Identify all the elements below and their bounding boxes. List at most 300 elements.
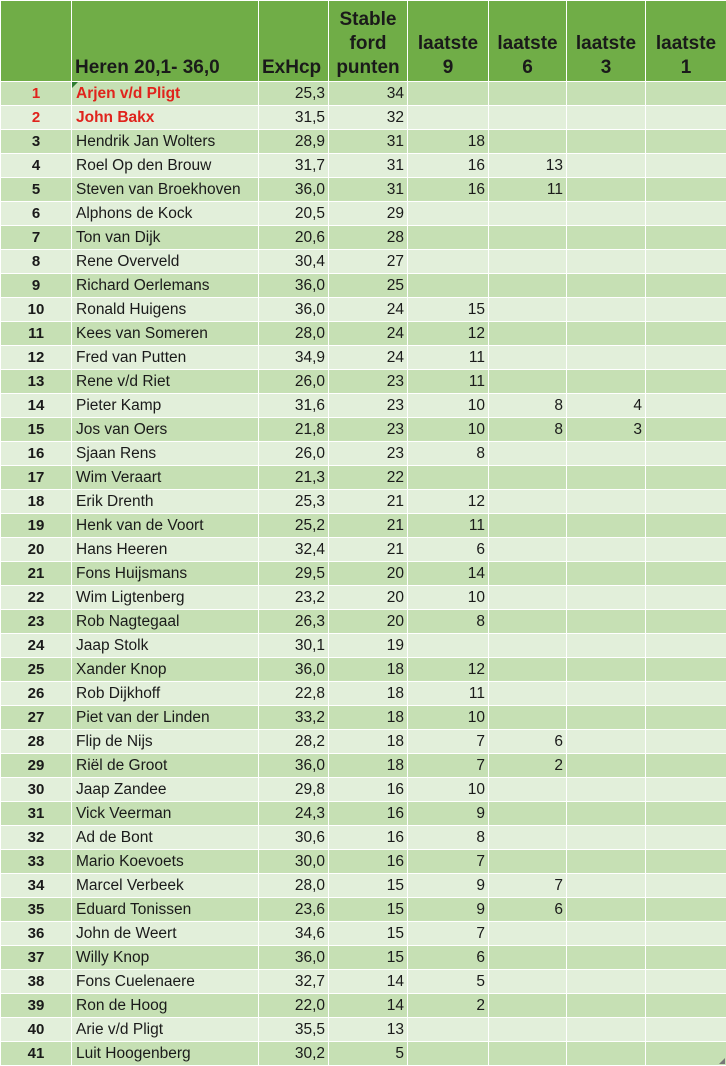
cell-last-9: 18 — [408, 130, 489, 154]
cell-last-9: 2 — [408, 994, 489, 1018]
cell-exhcp: 36,0 — [259, 658, 329, 682]
cell-exhcp: 22,0 — [259, 994, 329, 1018]
cell-last-3 — [567, 202, 646, 226]
cell-rank: 30 — [1, 778, 72, 802]
cell-last-9: 6 — [408, 946, 489, 970]
cell-last-6 — [489, 562, 567, 586]
cell-stableford-points: 31 — [329, 178, 408, 202]
cell-player-name: Alphons de Kock — [72, 202, 259, 226]
cell-last-9 — [408, 1042, 489, 1066]
cell-last-1 — [646, 634, 726, 658]
cell-exhcp: 26,3 — [259, 610, 329, 634]
table-row — [1, 274, 726, 298]
cell-last-6 — [489, 850, 567, 874]
cell-last-9: 12 — [408, 322, 489, 346]
cell-stableford-points: 25 — [329, 274, 408, 298]
cell-last-1 — [646, 754, 726, 778]
cell-last-3 — [567, 106, 646, 130]
cell-stableford-points: 16 — [329, 778, 408, 802]
cell-last-1 — [646, 1042, 726, 1066]
cell-last-9: 12 — [408, 658, 489, 682]
cell-player-name: Steven van Broekhoven — [72, 178, 259, 202]
cell-last-3 — [567, 922, 646, 946]
cell-last-3: 3 — [567, 418, 646, 442]
cell-last-6 — [489, 298, 567, 322]
cell-exhcp: 25,3 — [259, 490, 329, 514]
cell-last-9 — [408, 250, 489, 274]
cell-exhcp: 34,9 — [259, 346, 329, 370]
table-row — [1, 922, 726, 946]
cell-last-1 — [646, 658, 726, 682]
cell-last-1 — [646, 370, 726, 394]
cell-last-1 — [646, 874, 726, 898]
cell-last-3 — [567, 226, 646, 250]
cell-rank: 15 — [1, 418, 72, 442]
cell-last-9: 12 — [408, 490, 489, 514]
cell-rank: 5 — [1, 178, 72, 202]
cell-player-name: Hendrik Jan Wolters — [72, 130, 259, 154]
cell-last-9: 10 — [408, 394, 489, 418]
col-header-last-6 — [489, 1, 567, 82]
cell-player-name: Vick Veerman — [72, 802, 259, 826]
cell-rank: 21 — [1, 562, 72, 586]
cell-exhcp: 36,0 — [259, 274, 329, 298]
table-row — [1, 322, 726, 346]
cell-last-9: 15 — [408, 298, 489, 322]
cell-exhcp: 28,0 — [259, 874, 329, 898]
cell-player-name: Ad de Bont — [72, 826, 259, 850]
cell-stableford-points: 15 — [329, 946, 408, 970]
table-row — [1, 754, 726, 778]
cell-rank: 8 — [1, 250, 72, 274]
cell-last-3 — [567, 154, 646, 178]
cell-last-3 — [567, 874, 646, 898]
cell-last-9 — [408, 274, 489, 298]
table-row — [1, 442, 726, 466]
cell-rank: 7 — [1, 226, 72, 250]
table-row — [1, 658, 726, 682]
cell-stableford-points: 5 — [329, 1042, 408, 1066]
cell-last-1 — [646, 178, 726, 202]
cell-rank: 24 — [1, 634, 72, 658]
cell-last-6: 13 — [489, 154, 567, 178]
cell-last-9: 10 — [408, 586, 489, 610]
cell-last-9: 8 — [408, 826, 489, 850]
cell-last-6 — [489, 202, 567, 226]
cell-exhcp: 31,5 — [259, 106, 329, 130]
cell-rank: 13 — [1, 370, 72, 394]
header-row — [1, 1, 726, 82]
cell-player-name: Ron de Hoog — [72, 994, 259, 1018]
cell-last-9: 9 — [408, 898, 489, 922]
cell-last-6: 2 — [489, 754, 567, 778]
cell-last-1 — [646, 922, 726, 946]
cell-player-name: Piet van der Linden — [72, 706, 259, 730]
cell-last-1 — [646, 202, 726, 226]
cell-stableford-points: 23 — [329, 442, 408, 466]
table-row — [1, 970, 726, 994]
cell-last-1 — [646, 586, 726, 610]
cell-player-name: Arjen v/d Pligt — [72, 82, 259, 106]
cell-stableford-points: 18 — [329, 682, 408, 706]
cell-stableford-points: 20 — [329, 562, 408, 586]
cell-last-6 — [489, 658, 567, 682]
cell-rank: 33 — [1, 850, 72, 874]
cell-last-6 — [489, 250, 567, 274]
table-row — [1, 802, 726, 826]
cell-last-9: 11 — [408, 346, 489, 370]
cell-stableford-points: 16 — [329, 826, 408, 850]
cell-last-3 — [567, 1042, 646, 1066]
table-row — [1, 82, 726, 106]
table-row — [1, 1018, 726, 1042]
cell-stableford-points: 29 — [329, 202, 408, 226]
cell-last-9: 7 — [408, 754, 489, 778]
cell-last-3 — [567, 658, 646, 682]
cell-rank: 9 — [1, 274, 72, 298]
cell-last-6 — [489, 538, 567, 562]
cell-last-1 — [646, 322, 726, 346]
cell-stableford-points: 23 — [329, 418, 408, 442]
cell-last-3 — [567, 346, 646, 370]
cell-last-1 — [646, 1018, 726, 1042]
cell-rank: 27 — [1, 706, 72, 730]
cell-exhcp: 33,2 — [259, 706, 329, 730]
cell-last-1 — [646, 490, 726, 514]
cell-player-name: John de Weert — [72, 922, 259, 946]
cell-player-name: Rene v/d Riet — [72, 370, 259, 394]
col-header-last-3 — [567, 1, 646, 82]
cell-exhcp: 32,4 — [259, 538, 329, 562]
cell-rank: 31 — [1, 802, 72, 826]
cell-stableford-points: 34 — [329, 82, 408, 106]
cell-last-1 — [646, 994, 726, 1018]
table-row — [1, 706, 726, 730]
cell-rank: 11 — [1, 322, 72, 346]
cell-stableford-points: 19 — [329, 634, 408, 658]
table-row — [1, 850, 726, 874]
cell-rank: 40 — [1, 1018, 72, 1042]
cell-stableford-points: 13 — [329, 1018, 408, 1042]
cell-last-3 — [567, 178, 646, 202]
cell-last-1 — [646, 610, 726, 634]
cell-last-3 — [567, 610, 646, 634]
cell-rank: 16 — [1, 442, 72, 466]
cell-last-3 — [567, 514, 646, 538]
table-row — [1, 610, 726, 634]
cell-last-1 — [646, 682, 726, 706]
table-row — [1, 682, 726, 706]
table-row — [1, 874, 726, 898]
cell-rank: 37 — [1, 946, 72, 970]
cell-stableford-points: 24 — [329, 346, 408, 370]
cell-last-6 — [489, 706, 567, 730]
cell-last-9: 16 — [408, 178, 489, 202]
cell-last-1 — [646, 226, 726, 250]
col-header-last-3-line-2: 3 — [567, 56, 645, 80]
cell-last-3 — [567, 682, 646, 706]
cell-last-6 — [489, 514, 567, 538]
cell-stableford-points: 18 — [329, 754, 408, 778]
table-row — [1, 226, 726, 250]
cell-exhcp: 25,2 — [259, 514, 329, 538]
cell-last-3 — [567, 82, 646, 106]
cell-stableford-points: 21 — [329, 490, 408, 514]
cell-player-name: Fred van Putten — [72, 346, 259, 370]
cell-rank: 2 — [1, 106, 72, 130]
cell-last-3 — [567, 442, 646, 466]
cell-rank: 36 — [1, 922, 72, 946]
cell-rank: 4 — [1, 154, 72, 178]
cell-exhcp: 32,7 — [259, 970, 329, 994]
cell-player-name: Roel Op den Brouw — [72, 154, 259, 178]
col-header-last-3-line-1: laatste — [567, 32, 645, 56]
cell-last-6 — [489, 586, 567, 610]
cell-rank: 25 — [1, 658, 72, 682]
cell-exhcp: 29,5 — [259, 562, 329, 586]
cell-last-6: 7 — [489, 874, 567, 898]
cell-last-3 — [567, 826, 646, 850]
cell-player-name: Jaap Zandee — [72, 778, 259, 802]
cell-rank: 12 — [1, 346, 72, 370]
cell-exhcp: 29,8 — [259, 778, 329, 802]
cell-exhcp: 28,9 — [259, 130, 329, 154]
cell-player-name: Luit Hoogenberg — [72, 1042, 259, 1066]
cell-stableford-points: 21 — [329, 538, 408, 562]
cell-player-name: John Bakx — [72, 106, 259, 130]
cell-last-6 — [489, 970, 567, 994]
cell-last-9 — [408, 226, 489, 250]
col-header-last-1-line-1: laatste — [646, 32, 726, 56]
cell-stableford-points: 18 — [329, 730, 408, 754]
cell-exhcp: 22,8 — [259, 682, 329, 706]
col-header-rank — [1, 1, 72, 82]
cell-last-1 — [646, 418, 726, 442]
cell-last-6 — [489, 610, 567, 634]
cell-exhcp: 30,0 — [259, 850, 329, 874]
cell-last-3 — [567, 250, 646, 274]
table-row — [1, 346, 726, 370]
cell-last-1 — [646, 106, 726, 130]
table-row — [1, 130, 726, 154]
cell-last-3 — [567, 994, 646, 1018]
cell-rank: 32 — [1, 826, 72, 850]
col-header-last-1 — [646, 1, 726, 82]
cell-player-name: Rob Nagtegaal — [72, 610, 259, 634]
cell-stableford-points: 20 — [329, 586, 408, 610]
cell-last-9 — [408, 634, 489, 658]
table-row — [1, 898, 726, 922]
table-row — [1, 202, 726, 226]
table-row — [1, 298, 726, 322]
cell-last-1 — [646, 730, 726, 754]
cell-player-name: Hans Heeren — [72, 538, 259, 562]
cell-last-1 — [646, 250, 726, 274]
cell-stableford-points: 23 — [329, 370, 408, 394]
cell-player-name: Willy Knop — [72, 946, 259, 970]
cell-stableford-points: 18 — [329, 658, 408, 682]
cell-stableford-points: 32 — [329, 106, 408, 130]
cell-stableford-points: 31 — [329, 154, 408, 178]
cell-last-1 — [646, 442, 726, 466]
cell-rank: 39 — [1, 994, 72, 1018]
cell-last-6 — [489, 274, 567, 298]
cell-last-1 — [646, 346, 726, 370]
cell-player-name: Ronald Huigens — [72, 298, 259, 322]
cell-last-9: 6 — [408, 538, 489, 562]
cell-last-3 — [567, 634, 646, 658]
col-header-name: Heren 20,1- 36,0 — [72, 1, 259, 82]
cell-last-1 — [646, 130, 726, 154]
table-row — [1, 466, 726, 490]
cell-rank: 38 — [1, 970, 72, 994]
cell-player-name: Eduard Tonissen — [72, 898, 259, 922]
cell-exhcp: 23,2 — [259, 586, 329, 610]
table-row — [1, 490, 726, 514]
cell-last-6 — [489, 490, 567, 514]
cell-last-3 — [567, 298, 646, 322]
cell-last-3 — [567, 130, 646, 154]
col-header-stableford-line-1: Stable — [329, 8, 407, 32]
cell-last-1 — [646, 514, 726, 538]
cell-last-9: 10 — [408, 418, 489, 442]
cell-last-6 — [489, 442, 567, 466]
cell-last-3 — [567, 730, 646, 754]
cell-last-9 — [408, 1018, 489, 1042]
cell-stableford-points: 16 — [329, 850, 408, 874]
cell-last-9 — [408, 82, 489, 106]
cell-last-1 — [646, 946, 726, 970]
cell-stableford-points: 15 — [329, 874, 408, 898]
table-row — [1, 730, 726, 754]
table-row — [1, 778, 726, 802]
cell-player-name: Rob Dijkhoff — [72, 682, 259, 706]
cell-player-name: Rene Overveld — [72, 250, 259, 274]
cell-exhcp: 21,3 — [259, 466, 329, 490]
cell-last-9 — [408, 202, 489, 226]
cell-stableford-points: 22 — [329, 466, 408, 490]
cell-stableford-points: 24 — [329, 322, 408, 346]
cell-rank: 17 — [1, 466, 72, 490]
cell-last-3 — [567, 970, 646, 994]
cell-last-6 — [489, 634, 567, 658]
cell-last-6 — [489, 922, 567, 946]
cell-rank: 3 — [1, 130, 72, 154]
cell-rank: 6 — [1, 202, 72, 226]
cell-stableford-points: 20 — [329, 610, 408, 634]
cell-stableford-points: 15 — [329, 898, 408, 922]
col-header-last-9-line-2: 9 — [408, 56, 488, 80]
cell-player-name: Fons Huijsmans — [72, 562, 259, 586]
cell-last-3 — [567, 538, 646, 562]
cell-player-name: Arie v/d Pligt — [72, 1018, 259, 1042]
cell-exhcp: 24,3 — [259, 802, 329, 826]
cell-stableford-points: 16 — [329, 802, 408, 826]
cell-last-3 — [567, 562, 646, 586]
standings-body — [1, 82, 726, 1066]
cell-player-name: Sjaan Rens — [72, 442, 259, 466]
cell-last-1 — [646, 826, 726, 850]
cell-last-1 — [646, 298, 726, 322]
cell-player-name: Mario Koevoets — [72, 850, 259, 874]
cell-last-6: 6 — [489, 730, 567, 754]
table-row — [1, 634, 726, 658]
cell-last-3 — [567, 586, 646, 610]
col-header-stableford-line-2: ford — [329, 32, 407, 56]
cell-rank: 19 — [1, 514, 72, 538]
cell-exhcp: 35,5 — [259, 1018, 329, 1042]
cell-exhcp: 36,0 — [259, 754, 329, 778]
cell-stableford-points: 24 — [329, 298, 408, 322]
cell-last-6 — [489, 82, 567, 106]
table-row — [1, 154, 726, 178]
cell-player-name: Wim Ligtenberg — [72, 586, 259, 610]
col-header-stableford-line-3: punten — [329, 56, 407, 80]
cell-last-9: 10 — [408, 778, 489, 802]
cell-last-3 — [567, 322, 646, 346]
col-header-last-9-line-1: laatste — [408, 32, 488, 56]
cell-last-9: 7 — [408, 850, 489, 874]
cell-last-1 — [646, 562, 726, 586]
cell-last-6 — [489, 802, 567, 826]
table-row — [1, 826, 726, 850]
cell-exhcp: 26,0 — [259, 370, 329, 394]
cell-rank: 23 — [1, 610, 72, 634]
cell-stableford-points: 14 — [329, 970, 408, 994]
cell-rank: 28 — [1, 730, 72, 754]
cell-last-9 — [408, 106, 489, 130]
cell-last-3 — [567, 370, 646, 394]
cell-exhcp: 36,0 — [259, 946, 329, 970]
cell-last-1 — [646, 274, 726, 298]
table-row — [1, 514, 726, 538]
cell-rank: 29 — [1, 754, 72, 778]
table-row — [1, 586, 726, 610]
cell-rank: 14 — [1, 394, 72, 418]
cell-rank: 35 — [1, 898, 72, 922]
cell-last-3 — [567, 706, 646, 730]
cell-exhcp: 31,6 — [259, 394, 329, 418]
cell-exhcp: 30,4 — [259, 250, 329, 274]
cell-last-9: 9 — [408, 802, 489, 826]
cell-player-name: Kees van Someren — [72, 322, 259, 346]
cell-last-3 — [567, 754, 646, 778]
cell-last-1 — [646, 898, 726, 922]
cell-exhcp: 30,1 — [259, 634, 329, 658]
cell-last-9: 8 — [408, 442, 489, 466]
cell-last-9: 14 — [408, 562, 489, 586]
cell-rank: 41 — [1, 1042, 72, 1066]
cell-last-9: 11 — [408, 370, 489, 394]
cell-last-6 — [489, 226, 567, 250]
cell-last-6: 8 — [489, 394, 567, 418]
cell-player-name: Jaap Stolk — [72, 634, 259, 658]
cell-last-9: 16 — [408, 154, 489, 178]
table-row — [1, 538, 726, 562]
cell-stableford-points: 28 — [329, 226, 408, 250]
cell-player-name: Wim Veraart — [72, 466, 259, 490]
cell-rank: 10 — [1, 298, 72, 322]
cell-last-9: 11 — [408, 682, 489, 706]
cell-last-6 — [489, 946, 567, 970]
cell-last-6 — [489, 322, 567, 346]
cell-last-9: 5 — [408, 970, 489, 994]
col-header-exhcp: ExHcp — [259, 1, 329, 82]
cell-last-1 — [646, 778, 726, 802]
col-header-last-1-line-2: 1 — [646, 56, 726, 80]
cell-exhcp: 30,6 — [259, 826, 329, 850]
table-row — [1, 946, 726, 970]
